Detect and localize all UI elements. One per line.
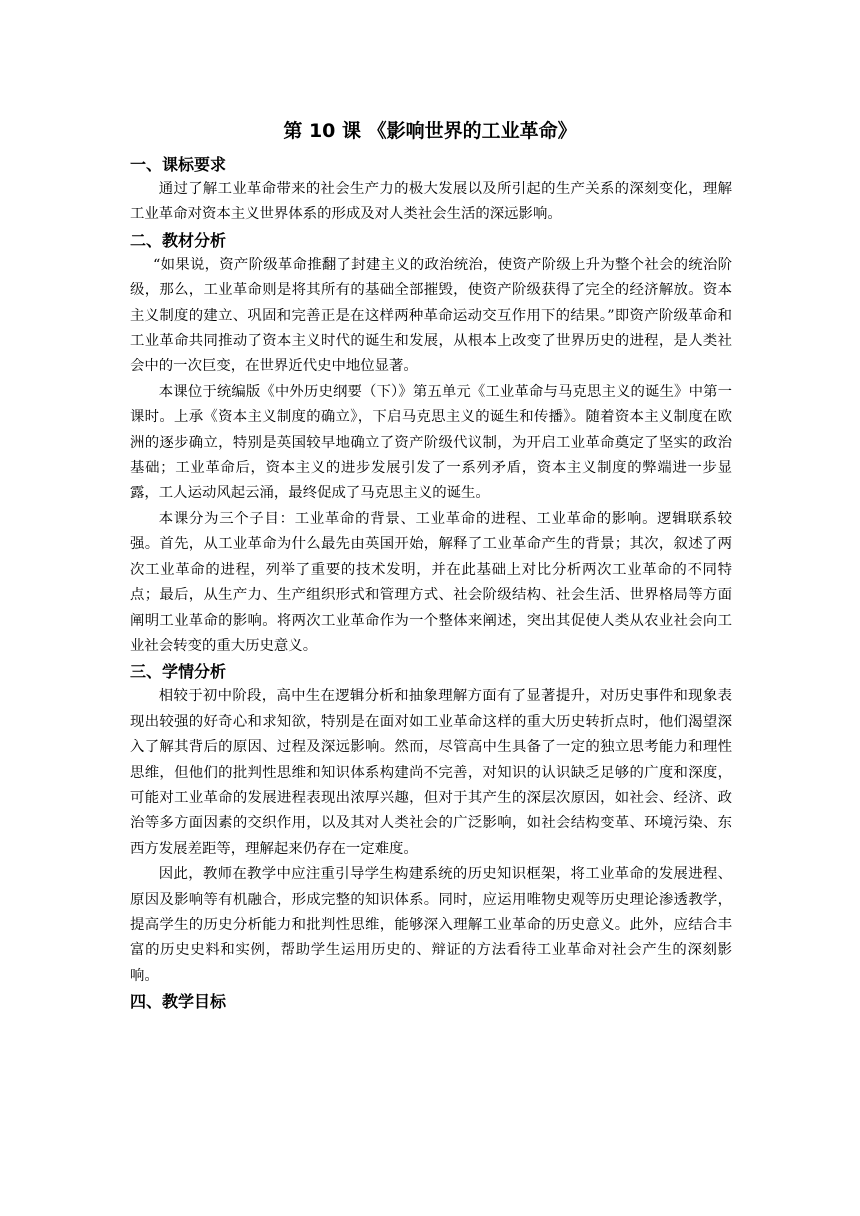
paragraph: 因此，教师在教学中应注重引导学生构建系统的历史知识框架，将工业革命的发展进程、原因及影响等有机融合，形成完整的知识体系。同时，应运用唯物史观等历史理论渗透教学，提高学生的历史分析能力和批判性思维，能够深入理解工业革命的历史意义。此外，应结合丰富的历史史料和实例，帮助学生运用历史的、辩证的方法看待工业革命对社会产生的深刻影响。 (130, 866, 732, 984)
paragraph: 通过了解工业革命带来的社会生产力的极大发展以及所引起的生产关系的深刻变化，理解工业革命对资本主义世界体系的形成及对人类社会生活的深远影响。 (130, 181, 732, 223)
document-title: 第 10 课 《影响世界的工业革命》 (283, 120, 577, 142)
paragraph: “如果说，资产阶级革命推翻了封建主义的政治统治，使资产阶级上升为整个社会的统治阶级，那么，工业革命则是将其所有的基础全部摧毁，使资产阶级获得了完全的经济解放。资本主义制度的建立、巩固和完善正是在这样两种革命运动交互作用下的结果。”即资产阶级革命和工业革命共同推动了资本主义时代的诞生和发展，从根本上改变了世界历史的进程，是人类社会中的一次巨变，在世界近代史中地位显著。 (130, 256, 732, 375)
section-heading: 四、教学目标 (130, 992, 227, 1012)
section-heading: 二、教材分析 (130, 230, 227, 250)
section-student-analysis (130, 659, 732, 989)
paragraph: 相较于初中阶段，高中生在逻辑分析和抽象理解方面有了显著提升，对历史事件和现象表现出较强的好奇心和求知欲，特别是在面对如工业革命这样的重大历史转折点时，他们渴望深入了解其背后的原因、过程及深远影响。然而，尽管高中生具备了一定的独立思考能力和理性思维，但他们的批判性思维和知识体系构建尚不完善，对知识的认识缺乏足够的广度和深度，可能对工业革命的发展进程表现出浓厚兴趣，但对于其产生的深层次原因，如社会、经济、政治等多方面因素的交织作用，以及其对人类社会的广泛影响，如社会结构变革、环境污染、东西方发展差距等，理解起来仍存在一定难度。 (130, 688, 732, 857)
paragraph: 本课位于统编版《中外历史纲要（下）》第五单元《工业革命与马克思主义的诞生》中第一课时。上承《资本主义制度的确立》，下启马克思主义的诞生和传播》。随着资本主义制度在欧洲的逐步确立，特别是英国较早地确立了资产阶级代议制，为开启工业革命奠定了坚实的政治基础；工业革命后，资本主义的进步发展引发了一系列矛盾，资本主义制度的弊端进一步显露，工人运动风起云涌，最终促成了马克思主义的诞生。 (130, 383, 732, 502)
section-curriculum-standards (130, 152, 732, 228)
section-textbook-analysis (130, 228, 732, 660)
section-heading: 三、学情分析 (130, 662, 227, 682)
section-teaching-objectives (130, 989, 732, 1014)
paragraph: 本课分为三个子目：工业革命的背景、工业革命的进程、工业革命的影响。逻辑联系较强。首先，从工业革命为什么最先由英国开始，解释了工业革命产生的背景；其次，叙述了两次工业革命的进程，列举了重要的技术发明，并在此基础上对比分析两次工业革命的不同特点；最后，从生产力、生产组织形式和管理方式、社会阶级结构、社会生活、世界格局等方面阐明工业革命的影响。将两次工业革命作为一个整体来阐述，突出其促使人类从农业社会向工业社会转变的重大历史意义。 (130, 510, 732, 654)
section-heading: 一、课标要求 (130, 155, 227, 174)
document-body (130, 152, 732, 1014)
